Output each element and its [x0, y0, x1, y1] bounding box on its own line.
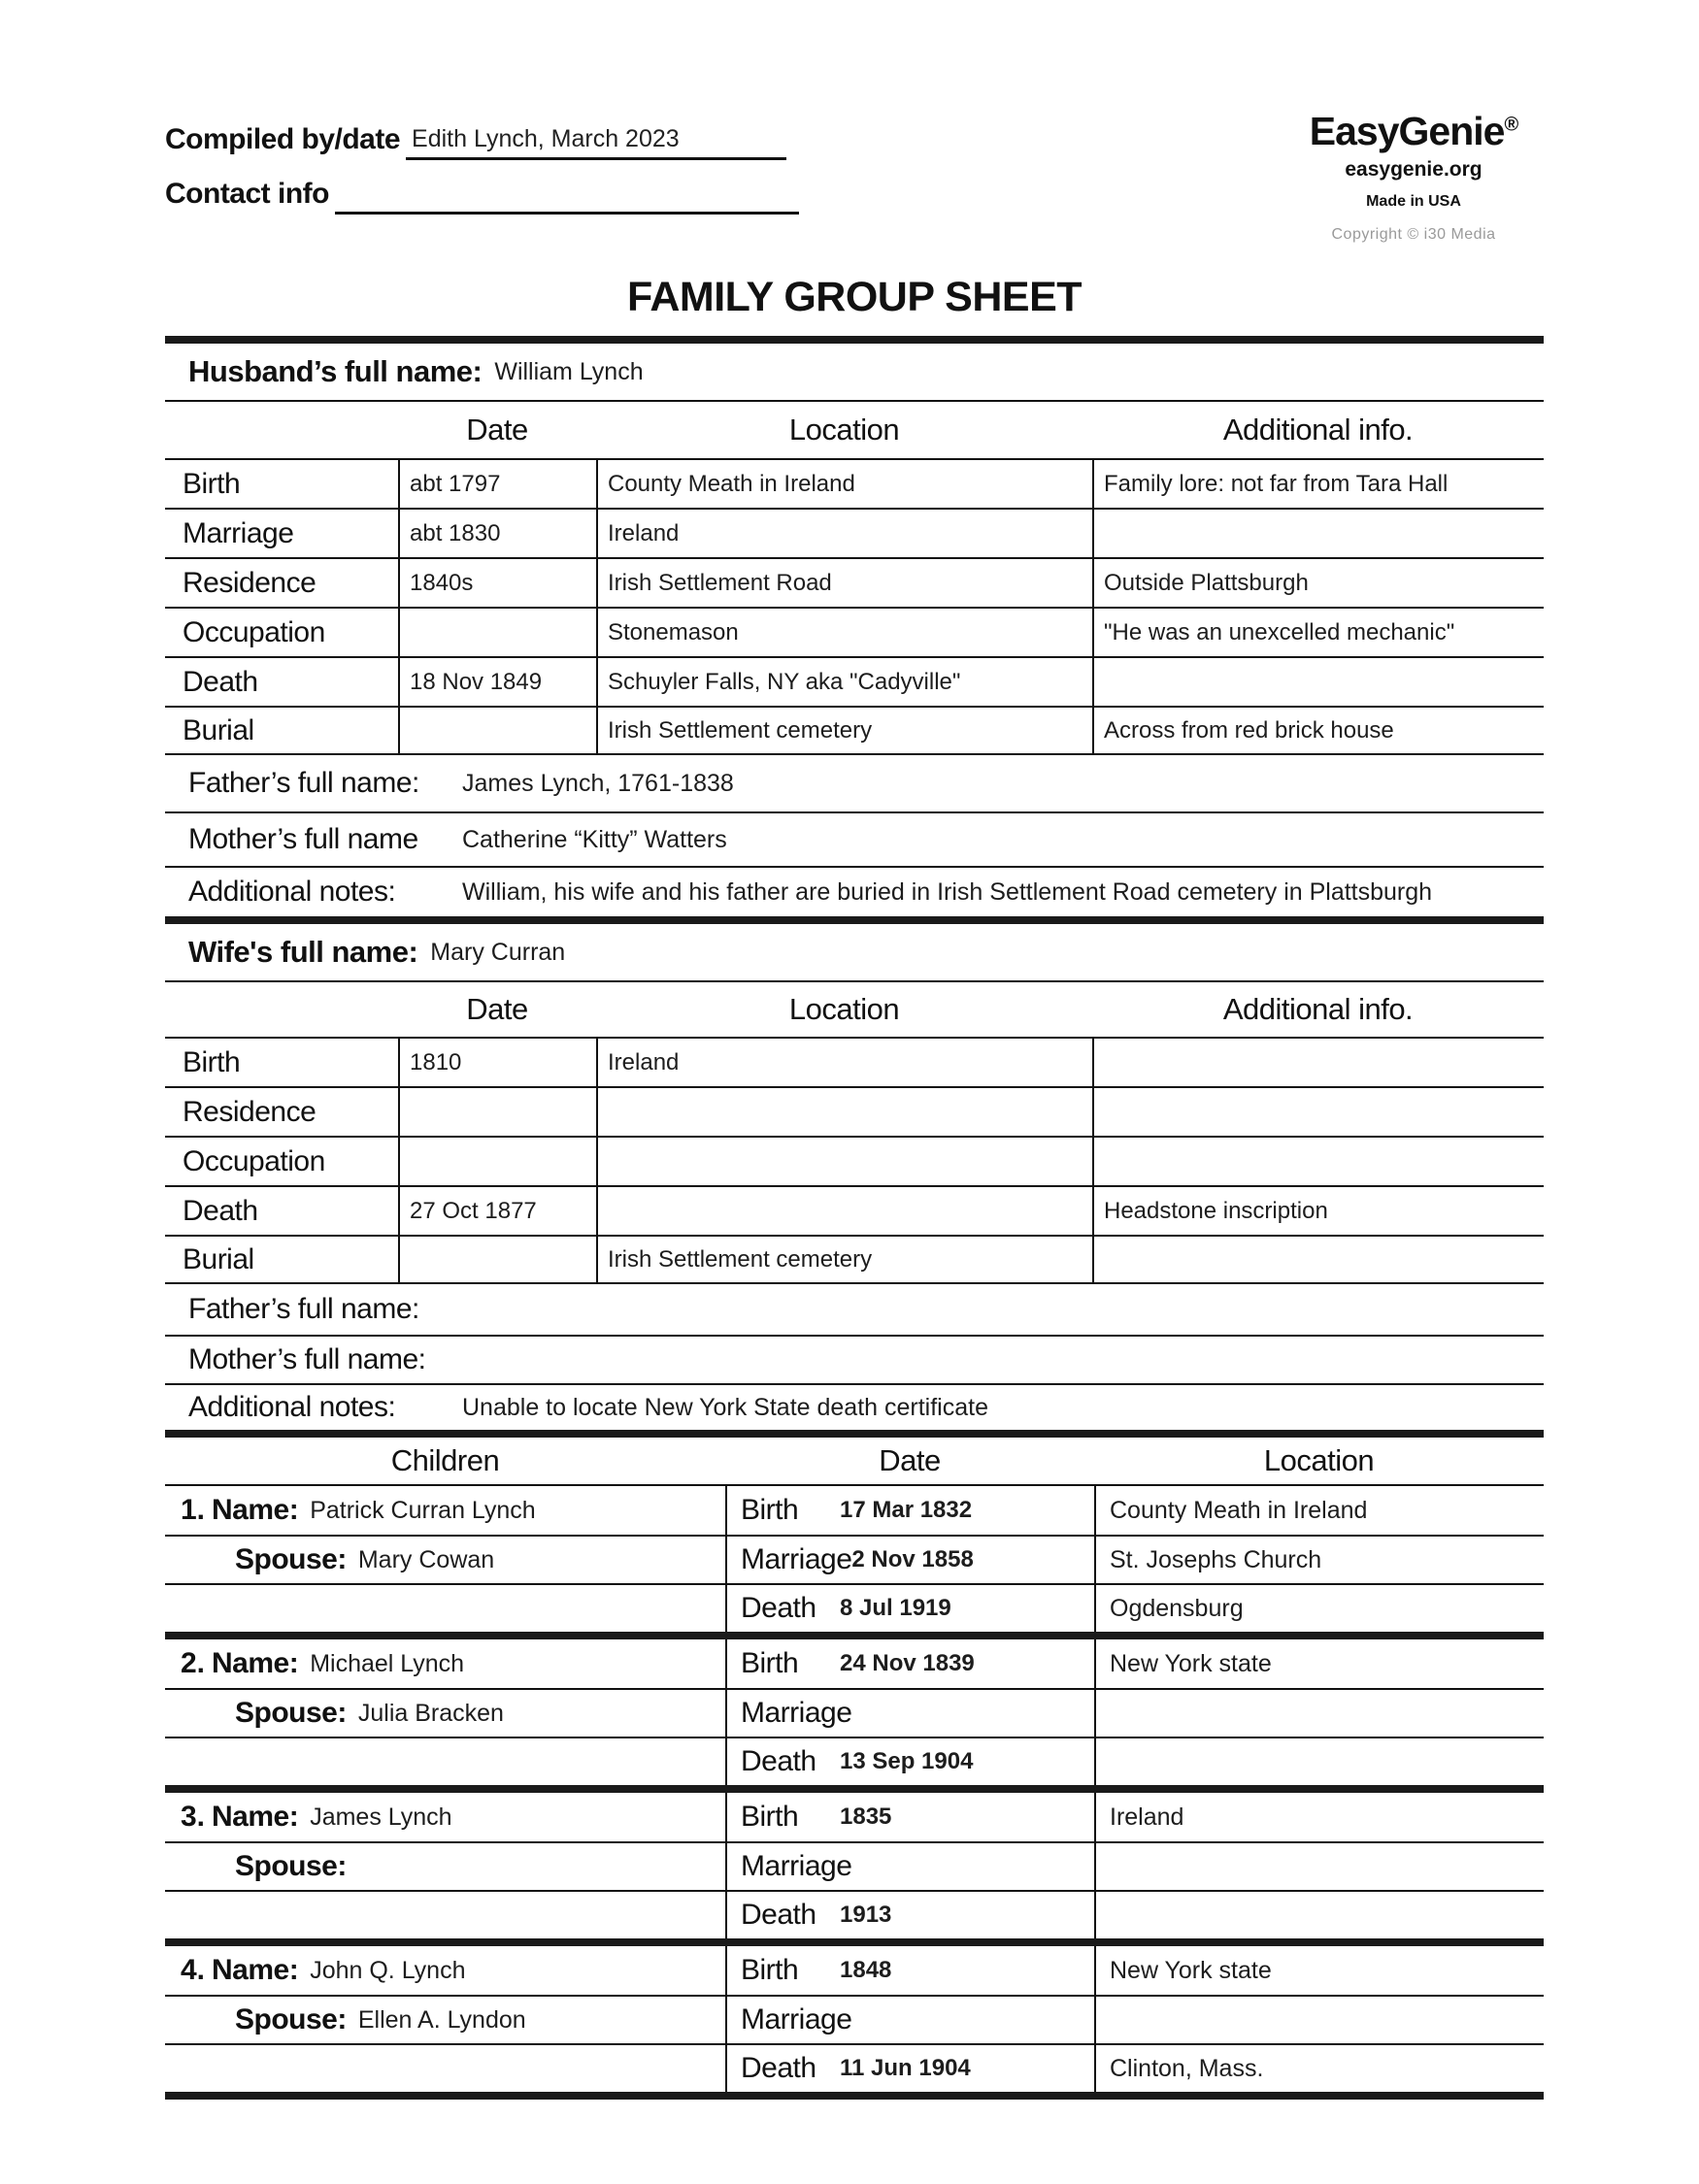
birth-date: abt 1797	[410, 470, 501, 497]
father-name-label: Father’s full name:	[188, 1293, 419, 1325]
child-death-row	[165, 1583, 1544, 1632]
divider-thick	[165, 1785, 1544, 1793]
husband-father-row	[165, 755, 1544, 811]
husband-name-label: Husband’s full name:	[188, 354, 483, 388]
table-row-birth	[165, 458, 1544, 508]
occupation-info: "He was an unexcelled mechanic"	[1104, 618, 1455, 645]
child-death-row	[165, 1890, 1544, 1938]
marriage-date: abt 1830	[410, 519, 501, 546]
contact-info-value	[335, 208, 345, 212]
child-name-label: Name:	[212, 1647, 299, 1679]
wife-col-location: Location	[788, 992, 900, 1026]
wife-events-table	[165, 1037, 1544, 1284]
child-name-value: Michael Lynch	[310, 1649, 465, 1677]
burial-info: Across from red brick house	[1104, 716, 1394, 744]
child-death-row	[165, 2043, 1544, 2092]
husband-col-info: Additional info.	[1222, 413, 1414, 447]
table-row-occupation	[165, 1136, 1544, 1185]
row-label: Burial	[183, 1242, 254, 1275]
additional-notes-value: Unable to locate New York State death certificate	[462, 1393, 988, 1421]
additional-notes-label: Additional notes:	[188, 876, 396, 908]
birth-date: 1848	[840, 1957, 892, 1983]
wife-col-info: Additional info.	[1222, 992, 1414, 1026]
birth-info: Family lore: not far from Tara Hall	[1104, 470, 1449, 497]
compiled-by-value: Edith Lynch, March 2023	[412, 125, 680, 152]
row-label: Burial	[183, 713, 254, 746]
death-location: Clinton, Mass.	[1110, 2054, 1264, 2082]
marriage-location: Ireland	[608, 519, 680, 546]
burial-location: Irish Settlement cemetery	[608, 1245, 873, 1273]
table-row-occupation	[165, 607, 1544, 656]
birth-location: Ireland	[608, 1048, 680, 1075]
row-label: Occupation	[183, 1144, 325, 1177]
registered-mark: ®	[1504, 114, 1518, 136]
death-date: 13 Sep 1904	[840, 1748, 974, 1774]
wife-mother-row	[165, 1335, 1544, 1383]
child-spouse-label: Spouse:	[235, 2003, 347, 2035]
wife-notes-row	[165, 1383, 1544, 1430]
row-label: Death	[183, 665, 258, 698]
child-name-label: Name:	[212, 1954, 299, 1986]
occupation-location: Stonemason	[608, 618, 739, 645]
child-spouse-row	[165, 1995, 1544, 2043]
divider-thick	[165, 916, 1544, 924]
table-row-burial	[165, 706, 1544, 755]
child-block-4	[165, 1946, 1544, 2092]
child-name-value: Patrick Curran Lynch	[310, 1496, 536, 1524]
death-date: 1913	[840, 1902, 892, 1928]
death-label: Death	[741, 2052, 816, 2084]
table-row-residence	[165, 1086, 1544, 1136]
husband-name-value: William Lynch	[494, 357, 644, 385]
divider-thick	[165, 1632, 1544, 1639]
table-row-burial	[165, 1235, 1544, 1284]
children-col-children: Children	[390, 1443, 500, 1477]
compiled-by-label: Compiled by/date	[165, 122, 401, 155]
birth-location: New York state	[1110, 1956, 1272, 1984]
wife-name-value: Mary Curran	[430, 938, 566, 966]
husband-mother-row	[165, 811, 1544, 866]
row-label: Death	[183, 1194, 258, 1227]
mother-name-label: Mother’s full name	[188, 823, 418, 855]
brand-block	[1274, 109, 1553, 244]
row-label: Birth	[183, 1045, 241, 1078]
birth-location: County Meath in Ireland	[608, 470, 855, 497]
birth-date: 24 Nov 1839	[840, 1650, 975, 1676]
divider-thick	[165, 2092, 1544, 2100]
child-spouse-value: Mary Cowan	[357, 1545, 495, 1573]
father-name-value: James Lynch, 1761-1838	[462, 769, 734, 797]
additional-notes-value: William, his wife and his father are buried in Irish Settlement Road cemetery in Plattsburgh	[462, 877, 1433, 906]
child-spouse-label: Spouse:	[235, 1850, 347, 1882]
children-col-date: Date	[879, 1443, 941, 1477]
child-name-label: Name:	[212, 1801, 299, 1833]
marriage-label: Marriage	[741, 2003, 852, 2035]
compiled-by-field	[406, 113, 786, 160]
divider-thick	[165, 1938, 1544, 1946]
residence-date: 1840s	[410, 569, 474, 596]
death-label: Death	[741, 1745, 816, 1777]
husband-col-date: Date	[466, 413, 528, 447]
residence-info: Outside Plattsburgh	[1104, 569, 1309, 596]
wife-column-headers	[165, 982, 1544, 1037]
birth-date: 17 Mar 1832	[840, 1497, 973, 1523]
mother-name-value: Catherine “Kitty” Watters	[462, 825, 727, 853]
child-block-1	[165, 1486, 1544, 1632]
row-label: Occupation	[183, 615, 325, 648]
death-info: Headstone inscription	[1104, 1197, 1328, 1224]
death-date: 11 Jun 1904	[840, 2055, 971, 2081]
birth-location: County Meath in Ireland	[1110, 1496, 1368, 1524]
husband-events-table	[165, 458, 1544, 755]
brand-logo	[1274, 109, 1553, 154]
divider-thick	[165, 1430, 1544, 1438]
brand-name: EasyGenie	[1309, 109, 1505, 153]
child-name-value: James Lynch	[310, 1803, 452, 1831]
child-block-3	[165, 1793, 1544, 1938]
birth-date: 1810	[410, 1048, 462, 1075]
husband-column-headers	[165, 402, 1544, 458]
death-location: Ogdensburg	[1110, 1594, 1244, 1622]
birth-date: 1835	[840, 1803, 892, 1830]
husband-notes-row	[165, 866, 1544, 916]
children-col-location: Location	[1263, 1443, 1375, 1477]
marriage-label: Marriage	[741, 1543, 852, 1575]
row-label: Residence	[183, 1095, 316, 1128]
table-row-residence	[165, 557, 1544, 607]
brand-website: easygenie.org	[1345, 158, 1482, 181]
copyright-notice: Copyright © i30 Media	[1331, 226, 1496, 243]
compiled-by-row	[165, 113, 786, 160]
child-name-row	[165, 1486, 1544, 1535]
death-date: 8 Jul 1919	[840, 1595, 951, 1621]
child-spouse-row	[165, 1535, 1544, 1583]
marriage-label: Marriage	[741, 1697, 852, 1729]
page-title: FAMILY GROUP SHEET	[626, 274, 1083, 320]
child-name-row	[165, 1639, 1544, 1688]
birth-label: Birth	[741, 1801, 799, 1833]
child-number: 4.	[181, 1954, 206, 1986]
wife-name-row	[165, 924, 1544, 982]
child-block-2	[165, 1639, 1544, 1785]
child-spouse-label: Spouse:	[235, 1697, 347, 1729]
husband-name-row	[165, 344, 1544, 402]
child-name-row	[165, 1793, 1544, 1841]
death-label: Death	[741, 1592, 816, 1624]
mother-name-label: Mother’s full name:	[188, 1343, 426, 1375]
residence-location: Irish Settlement Road	[608, 569, 832, 596]
death-date: 18 Nov 1849	[410, 668, 543, 695]
birth-label: Birth	[741, 1494, 799, 1526]
birth-location: Ireland	[1110, 1803, 1184, 1831]
children-column-headers	[165, 1438, 1544, 1486]
child-number: 2.	[181, 1647, 206, 1679]
table-row-death	[165, 1185, 1544, 1235]
child-spouse-label: Spouse:	[235, 1543, 347, 1575]
wife-name-label: Wife's full name:	[188, 935, 418, 969]
child-name-row	[165, 1946, 1544, 1995]
marriage-date: 2 Nov 1858	[851, 1546, 974, 1572]
child-spouse-value: Ellen A. Lyndon	[357, 2005, 526, 2034]
father-name-label: Father’s full name:	[188, 767, 419, 799]
birth-label: Birth	[741, 1954, 799, 1986]
child-spouse-row	[165, 1841, 1544, 1890]
child-name-value: John Q. Lynch	[310, 1956, 466, 1984]
child-death-row	[165, 1737, 1544, 1785]
child-spouse-value: Julia Bracken	[357, 1699, 504, 1727]
table-row-birth	[165, 1037, 1544, 1086]
child-spouse-row	[165, 1688, 1544, 1737]
marriage-location: St. Josephs Church	[1110, 1545, 1322, 1573]
row-label: Residence	[183, 566, 316, 599]
table-row-marriage	[165, 508, 1544, 557]
table-row-death	[165, 656, 1544, 706]
child-number: 1.	[181, 1494, 206, 1526]
additional-notes-label: Additional notes:	[188, 1391, 396, 1423]
wife-col-date: Date	[466, 992, 528, 1026]
child-number: 3.	[181, 1801, 206, 1833]
contact-info-row	[165, 167, 799, 215]
birth-location: New York state	[1110, 1649, 1272, 1677]
death-label: Death	[741, 1899, 816, 1931]
burial-location: Irish Settlement cemetery	[608, 716, 873, 744]
contact-info-label: Contact info	[165, 177, 329, 210]
form-body	[165, 336, 1544, 2100]
husband-col-location: Location	[788, 413, 900, 447]
death-location: Schuyler Falls, NY aka "Cadyville"	[608, 668, 961, 695]
row-label: Birth	[183, 467, 241, 500]
divider-thick	[165, 336, 1544, 344]
marriage-label: Marriage	[741, 1850, 852, 1882]
birth-label: Birth	[741, 1647, 799, 1679]
child-name-label: Name:	[212, 1494, 299, 1526]
row-label: Marriage	[183, 516, 294, 549]
death-date: 27 Oct 1877	[410, 1197, 537, 1224]
wife-father-row	[165, 1284, 1544, 1335]
made-in-usa-label: Made in USA	[1366, 193, 1461, 210]
contact-info-field	[335, 167, 799, 215]
